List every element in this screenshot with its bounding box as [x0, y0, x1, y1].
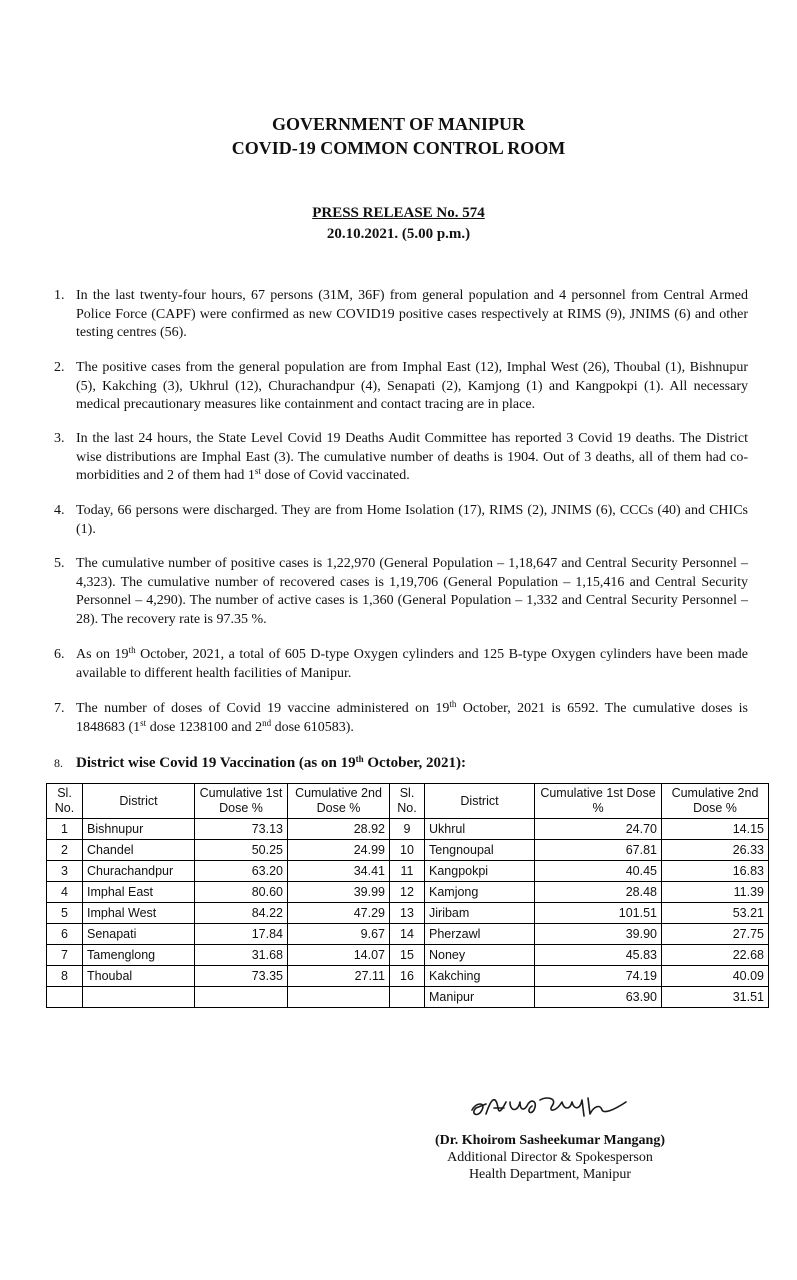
sl-no-cell: 9 [390, 819, 425, 840]
second-dose-cell: 16.83 [662, 861, 769, 882]
paragraph-text [76, 430, 748, 486]
sl-no-cell: 8 [47, 966, 83, 987]
district-cell: Kamjong [425, 882, 535, 903]
table-row [47, 966, 769, 987]
paragraph-text [76, 700, 748, 737]
text-part: As on 19 [76, 647, 129, 662]
paragraph-6 [54, 646, 748, 683]
text-part: October, 2021, a total of 605 D-type Oxygen cylinders and 125 B-type Oxygen cylinders have been made available to different health facilities of Manipur. [76, 647, 749, 681]
first-dose-cell: 63.90 [535, 987, 662, 1008]
district-cell: Imphal West [83, 903, 195, 924]
sl-no-cell: 4 [47, 882, 83, 903]
first-dose-cell: 45.83 [535, 945, 662, 966]
text-part: District wise Covid 19 Vaccination (as on 19 [76, 755, 356, 771]
district-cell: Pherzawl [425, 924, 535, 945]
district-cell: Noney [425, 945, 535, 966]
sl-no-cell: 15 [390, 945, 425, 966]
sl-no-cell: 10 [390, 840, 425, 861]
section-number: 8. [54, 756, 63, 770]
header-first-dose: Cumulative 1st Dose % [195, 784, 288, 819]
text-part: October, 2021 is 6592. The cumulative doses is 1848683 (1 [76, 701, 749, 735]
superscript: st [140, 717, 147, 728]
table-row [47, 882, 769, 903]
signatory-block [380, 1132, 720, 1183]
sl-no-cell: 12 [390, 882, 425, 903]
second-dose-cell: 14.15 [662, 819, 769, 840]
letterhead [0, 112, 797, 160]
first-dose-cell: 40.45 [535, 861, 662, 882]
second-dose-cell: 26.33 [662, 840, 769, 861]
district-cell: Tamenglong [83, 945, 195, 966]
second-dose-cell: 31.51 [662, 987, 769, 1008]
first-dose-cell: 80.60 [195, 882, 288, 903]
superscript: th [355, 754, 364, 764]
first-dose-cell: 39.90 [535, 924, 662, 945]
text-part: dose 610583). [271, 719, 354, 735]
district-cell: Chandel [83, 840, 195, 861]
district-cell: Jiribam [425, 903, 535, 924]
district-cell [83, 987, 195, 1008]
text-part: October, 2021): [363, 755, 466, 771]
paragraph-number: 1. [54, 288, 65, 303]
table-body [47, 819, 769, 1008]
sl-no-cell: 1 [47, 819, 83, 840]
sl-no-cell [390, 987, 425, 1008]
second-dose-cell: 9.67 [288, 924, 390, 945]
signatory-designation: Additional Director & Spokesperson [447, 1150, 653, 1165]
table-header-row [47, 784, 769, 819]
district-cell: Kangpokpi [425, 861, 535, 882]
release-heading [0, 203, 797, 245]
paragraph-text [76, 646, 748, 683]
first-dose-cell: 101.51 [535, 903, 662, 924]
sl-no-cell: 7 [47, 945, 83, 966]
district-cell: Manipur [425, 987, 535, 1008]
paragraph-5 [54, 555, 748, 629]
first-dose-cell [195, 987, 288, 1008]
district-cell: Tengnoupal [425, 840, 535, 861]
text-part: dose of Covid vaccinated. [260, 468, 410, 483]
header-second-dose: Cumulative 2nd Dose % [288, 784, 390, 819]
sl-no-cell: 16 [390, 966, 425, 987]
paragraph-2 [54, 359, 748, 415]
sl-no-cell: 6 [47, 924, 83, 945]
table-row [47, 903, 769, 924]
paragraph-number: 3. [54, 431, 65, 446]
header-sl-no: Sl. No. [390, 784, 425, 819]
paragraph-1 [54, 287, 748, 343]
release-datetime: 20.10.2021. (5.00 p.m.) [326, 226, 471, 242]
second-dose-cell: 34.41 [288, 861, 390, 882]
header-district: District [425, 784, 535, 819]
sl-no-cell: 14 [390, 924, 425, 945]
first-dose-cell: 28.48 [535, 882, 662, 903]
table-row [47, 945, 769, 966]
first-dose-cell: 50.25 [195, 840, 288, 861]
district-cell: Ukhrul [425, 819, 535, 840]
superscript: st [254, 466, 261, 476]
header-second-dose: Cumulative 2nd Dose % [662, 784, 769, 819]
district-cell: Thoubal [83, 966, 195, 987]
paragraph-text: The positive cases from the general population are from Imphal East (12), Imphal West (26), Thoubal (1), Bishnupur (5), Kakching (3), Ukhrul (12), Churachandpur (4), Senapati (2), Kamjong (1) and Kangpokpi (1). All necessary medical precautionary measures like containment and contact tracing are in place. [76, 360, 748, 412]
signature [466, 1088, 636, 1124]
second-dose-cell [288, 987, 390, 1008]
text-part: dose 1238100 and 2 [146, 719, 263, 735]
sl-no-cell: 11 [390, 861, 425, 882]
table-row [47, 924, 769, 945]
paragraph-number: 2. [54, 360, 65, 375]
paragraph-text: The cumulative number of positive cases is 1,22,970 (General Population – 1,18,647 and Central Security Personnel – 4,323). The cumulative number of recovered cases is 1,19,706 (General Population – 1,15,416 and Central Security Personnel – 4,290). The number of active cases is 1,360 (General Population – 1,332 and Central Security Personnel – 28). The recovery rate is 97.35 %. [76, 556, 748, 627]
control-room-title: COVID-19 COMMON CONTROL ROOM [231, 138, 566, 158]
first-dose-cell: 31.68 [195, 945, 288, 966]
press-release-number: PRESS RELEASE No. 574 [312, 205, 485, 221]
first-dose-cell: 84.22 [195, 903, 288, 924]
paragraph-text: Today, 66 persons were discharged. They are from Home Isolation (17), RIMS (2), JNIMS (6), CCCs (40) and CHICs (1). [76, 503, 748, 537]
superscript: th [128, 645, 136, 655]
second-dose-cell: 28.92 [288, 819, 390, 840]
second-dose-cell: 40.09 [662, 966, 769, 987]
district-cell: Bishnupur [83, 819, 195, 840]
second-dose-cell: 53.21 [662, 903, 769, 924]
paragraph-3 [54, 430, 748, 486]
second-dose-cell: 11.39 [662, 882, 769, 903]
first-dose-cell: 24.70 [535, 819, 662, 840]
sl-no-cell [47, 987, 83, 1008]
header-sl-no: Sl. No. [47, 784, 83, 819]
header-first-dose: Cumulative 1st Dose % [535, 784, 662, 819]
sl-no-cell: 5 [47, 903, 83, 924]
first-dose-cell: 74.19 [535, 966, 662, 987]
paragraph-7 [54, 700, 748, 737]
table-row [47, 861, 769, 882]
district-cell: Churachandpur [83, 861, 195, 882]
sl-no-cell: 2 [47, 840, 83, 861]
sl-no-cell: 13 [390, 903, 425, 924]
paragraph-text: In the last twenty-four hours, 67 persons (31M, 36F) from general population and 4 personnel from Central Armed Police Force (CAPF) were confirmed as new COVID19 positive cases respectively at RIMS (9), JNIMS (6) and other testing centres (56). [76, 288, 748, 340]
second-dose-cell: 27.75 [662, 924, 769, 945]
sl-no-cell: 3 [47, 861, 83, 882]
first-dose-cell: 17.84 [195, 924, 288, 945]
second-dose-cell: 22.68 [662, 945, 769, 966]
second-dose-cell: 14.07 [288, 945, 390, 966]
vaccination-table [46, 783, 769, 1008]
district-cell: Imphal East [83, 882, 195, 903]
text-part: In the last 24 hours, the State Level Covid 19 Deaths Audit Committee has reported 3 Covid 19 deaths. The District wise distributions are Imphal East (3). The cumulative number of deaths is 1904. Out of 3 deaths, all of them had co-morbidities and 2 of them had 1 [76, 431, 748, 483]
paragraph-number: 4. [54, 503, 65, 518]
section-title [76, 755, 466, 771]
paragraph-4 [54, 502, 748, 539]
superscript: th [449, 699, 457, 709]
table-row [47, 819, 769, 840]
signatory-department: Health Department, Manipur [468, 1167, 632, 1182]
table-row [47, 840, 769, 861]
district-cell: Senapati [83, 924, 195, 945]
first-dose-cell: 73.13 [195, 819, 288, 840]
section-8-heading [54, 754, 466, 773]
second-dose-cell: 47.29 [288, 903, 390, 924]
second-dose-cell: 24.99 [288, 840, 390, 861]
paragraph-number: 7. [54, 701, 65, 716]
header-district: District [83, 784, 195, 819]
first-dose-cell: 67.81 [535, 840, 662, 861]
first-dose-cell: 73.35 [195, 966, 288, 987]
signatory-name: (Dr. Khoirom Sasheekumar Mangang) [435, 1133, 665, 1148]
table-row [47, 987, 769, 1008]
superscript: nd [262, 717, 272, 728]
paragraph-number: 5. [54, 556, 65, 571]
district-cell: Kakching [425, 966, 535, 987]
paragraph-number: 6. [54, 647, 65, 662]
government-title: GOVERNMENT OF MANIPUR [272, 114, 525, 134]
text-part: The number of doses of Covid 19 vaccine administered on 19 [76, 701, 450, 716]
second-dose-cell: 27.11 [288, 966, 390, 987]
first-dose-cell: 63.20 [195, 861, 288, 882]
second-dose-cell: 39.99 [288, 882, 390, 903]
